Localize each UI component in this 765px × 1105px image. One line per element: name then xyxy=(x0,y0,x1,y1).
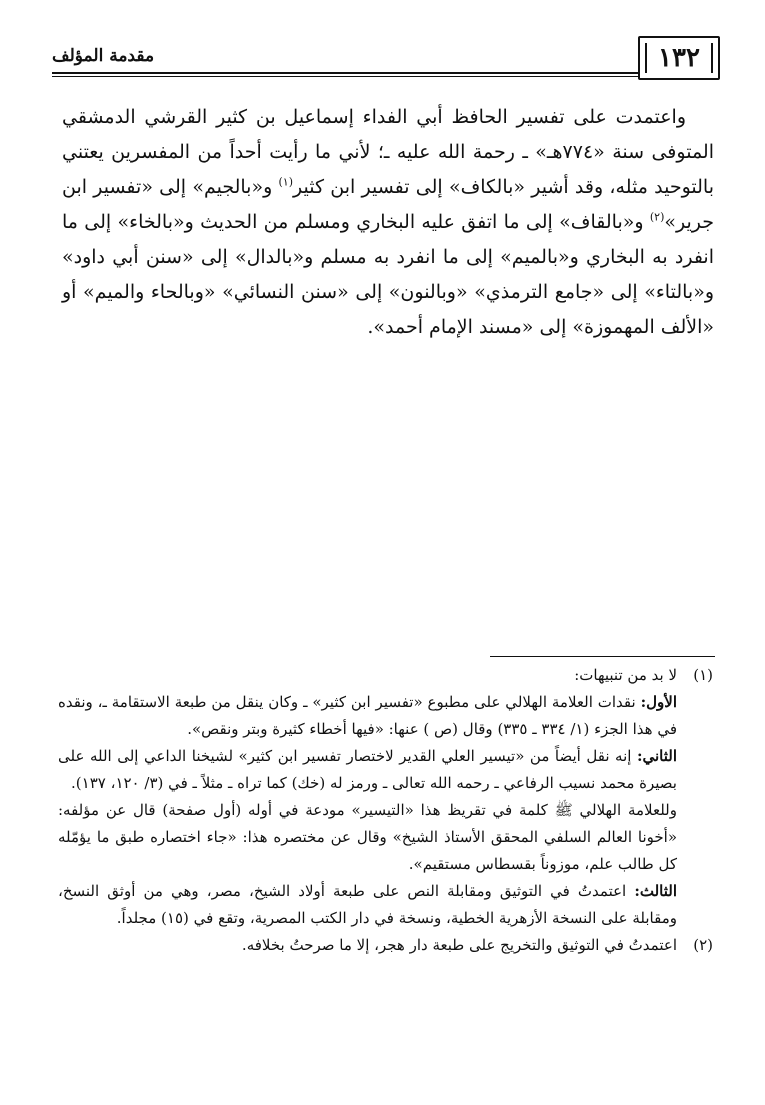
footnote-body xyxy=(58,932,677,959)
footnote-2 xyxy=(58,932,713,959)
footnotes xyxy=(58,662,713,959)
footnote-point-third xyxy=(58,878,677,932)
point-label: الثالث: xyxy=(634,882,677,900)
footnote-point-first xyxy=(58,689,677,743)
body-text-part-3: و«بالقاف» إلى ما اتفق عليه البخاري ومسلم من الحديث و«بالخاء» إلى ما انفرد به البخاري و«بالميم» إلى ما انفرد به مسلم و«بالدال» إلى «سنن أبي داود» و«بالتاء» إلى «جامع الترمذي» «وبالنون» إلى «سنن النسائي» «وبالحاء والميم» أو «الألف المهموزة» إلى «مسند الإمام أحمد». xyxy=(62,211,714,338)
point-text: اعتمدتُ في التوثيق ومقابلة النص على طبعة أولاد الشيخ، مصر، وهي من أوثق النسخ، ومقابلة على النسخة الأزهرية الخطية، ونسخة في دار الكتب المصرية، وتقع في (١٥) مجلداً. xyxy=(58,882,677,927)
point-label: الأول: xyxy=(640,693,677,711)
footnote-number: (٢) xyxy=(693,936,713,954)
footnote-1 xyxy=(58,662,713,932)
footnote-text: اعتمدتُ في التوثيق والتخريج على طبعة دار هجر، إلا ما صرحتُ بخلافه. xyxy=(241,936,677,954)
footnote-number: (١) xyxy=(693,666,713,684)
page-number: ١٣٢ xyxy=(658,43,700,73)
footnote-ref-1[interactable]: (١) xyxy=(278,175,294,189)
body-paragraph xyxy=(62,100,714,345)
body-text-part-1: واعتمدت على تفسير الحافظ أبي الفداء إسماعيل بن كثير القرشي الدمشقي المتوفى سنة «٧٧٤هـ» ـ رحمة الله عليه ـ؛ لأني ما رأيت أحداً من المفسرين يعتني بالتوحيد مثله، وقد أشير «بالكاف» إلى تفسير ابن كثير xyxy=(62,106,714,198)
footnote-intro: لا بد من تنبيهات: xyxy=(574,666,677,684)
header-rule xyxy=(52,72,720,74)
footnote-separator xyxy=(490,656,715,657)
running-title: مقدمة المؤلف xyxy=(52,46,155,66)
page-header xyxy=(52,36,720,88)
header-rule-thin xyxy=(52,76,720,77)
point-text: إنه نقل أيضاً من «تيسير العلي القدير لاختصار تفسير ابن كثير» لشيخنا الداعي إلى الله على بصيرة محمد نسيب الرفاعي ـ رحمه الله تعالى ـ ورمز له (خك) كما تراه ـ مثلاً ـ في (٣/ ١٢٠، ١٣٧). xyxy=(58,747,677,792)
point-label: الثاني: xyxy=(636,747,677,765)
main-text xyxy=(62,100,714,345)
point-text: نقدات العلامة الهلالي على مطبوع «تفسير ابن كثير» ـ وكان ينقل من طبعة الاستقامة ـ، ونقده في هذا الجزء (١/ ٣٣٤ ـ ٣٣٥) وقال (ص ) عنها: «فيها أخطاء كثيرة وبتر ونقص». xyxy=(58,693,677,738)
footnote-ref-2[interactable]: (٢) xyxy=(649,210,665,224)
footnote-point-second xyxy=(58,743,677,797)
footnote-point-second-continued: وللعلامة الهلالي ﷺ كلمة في تقريظ هذا «التيسير» مودعة في أوله (أول صفحة) قال عن مؤلفه: «أخونا العالم السلفي المحقق الأستاذ الشيخ» وقال عن مختصره هذا: «جاء اختصاره طبق ما يؤمّله كل طالب علم، موزوناً بقسطاس مستقيم». xyxy=(58,801,677,873)
page-number-frame xyxy=(638,36,720,80)
footnote-body xyxy=(58,662,677,932)
body-text-part-2: و«بالجيم» إلى «تفسير ابن جرير» xyxy=(62,176,714,233)
